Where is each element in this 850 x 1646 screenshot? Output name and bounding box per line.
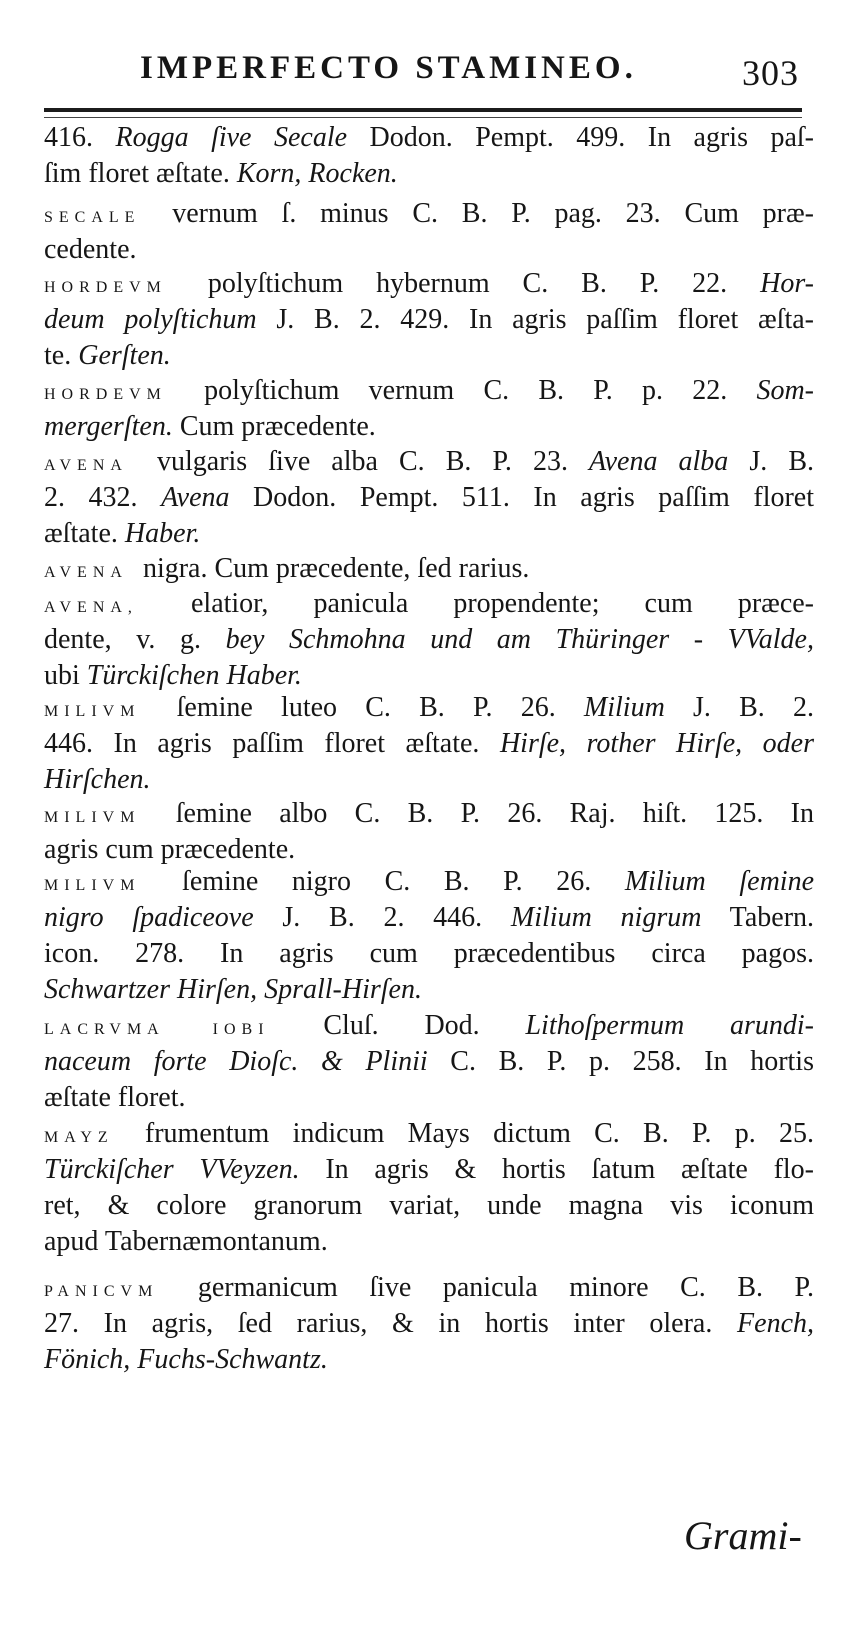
roman-text: J. B. 2. 446.: [253, 902, 511, 933]
catalog-entry: [44, 373, 814, 445]
catalog-entry: [44, 1008, 814, 1116]
roman-text: polyſtichum vernum C. B. P. p. 22.: [174, 375, 757, 406]
text-line: [44, 1342, 814, 1378]
roman-text: J. B. 2. 429. In agris paſſim floret æſta-: [256, 304, 814, 335]
italic-text: Türckiſchen Haber.: [86, 660, 302, 691]
catalog-entry: [44, 864, 814, 1008]
catalog-entry: [44, 266, 814, 374]
text-line: [44, 586, 814, 622]
text-line: [44, 120, 814, 156]
genus-name: MILIVM: [44, 877, 141, 894]
roman-text: 27. In agris, ſed rarius, & in hortis inter olera.: [44, 1308, 738, 1339]
text-line: [44, 338, 814, 374]
roman-text: nigra. Cum præcedente, ſed rarius.: [135, 553, 530, 584]
text-line: [44, 302, 814, 338]
text-line: [44, 444, 814, 480]
roman-text: ubi: [44, 660, 87, 691]
roman-text: apud Tabernæmontanum.: [44, 1226, 328, 1257]
roman-text: ret, & colore granorum variat, unde magna vis iconum: [44, 1190, 814, 1221]
text-line: [44, 1306, 814, 1342]
text-line: [44, 1188, 814, 1224]
catalog-entry: [44, 1270, 814, 1378]
text-line: [44, 762, 814, 798]
catalog-entry: [44, 120, 814, 192]
roman-text: æſtate.: [44, 518, 125, 549]
italic-text: deum polyſtichum: [44, 304, 257, 335]
italic-text: mergerſten.: [44, 411, 173, 442]
italic-text: Milium nigrum: [510, 902, 702, 933]
roman-text: dente, v. g.: [44, 624, 226, 655]
text-line: [44, 936, 814, 972]
roman-text: J. B. 2.: [664, 692, 814, 723]
genus-name: AVENA: [44, 564, 128, 581]
catchword: Grami-: [684, 1513, 802, 1558]
text-line: [44, 156, 814, 192]
roman-text: agris cum præcedente.: [44, 834, 296, 865]
genus-name: MAYZ: [44, 1129, 114, 1146]
text-line: [44, 1080, 814, 1116]
roman-text: icon. 278. In agris cum præcedentibus circa pagos.: [44, 938, 814, 969]
genus-name: PANICVM: [44, 1283, 159, 1300]
text-line: [44, 409, 814, 445]
italic-text: Lithoſpermum arundi-: [525, 1010, 814, 1041]
roman-text: vernum ſ. minus C. B. P. pag. 23. Cum præ-: [148, 198, 814, 229]
text-line: [44, 1270, 814, 1306]
italic-text: Hirſe, rother Hirſe, oder: [499, 728, 814, 759]
roman-text: Dodon. Pempt. 499. In agris paſ-: [347, 122, 814, 153]
text-line: [44, 832, 814, 868]
roman-text: te.: [44, 340, 79, 371]
italic-text: Avena: [161, 482, 230, 513]
roman-text: Dodon. Pempt. 511. In agris paſſim floret: [229, 482, 815, 513]
text-line: [44, 1116, 814, 1152]
text-line: [44, 1008, 814, 1044]
genus-name: AVENA,: [44, 599, 138, 616]
italic-text: Hor-: [760, 268, 814, 299]
header-rule: [44, 108, 802, 112]
italic-text: Milium: [583, 692, 665, 723]
text-line: [44, 373, 814, 409]
italic-text: Rogga ſive Secale: [115, 122, 348, 153]
italic-text: Avena alba: [589, 446, 729, 477]
italic-text: bey Schmohna und am Thüringer - VValde,: [225, 624, 814, 655]
italic-text: Milium ſemine: [624, 866, 814, 897]
genus-name: SECALE: [44, 209, 141, 226]
roman-text: vulgaris ſive alba C. B. P. 23.: [135, 446, 590, 477]
italic-text: Fönich, Fuchs-Schwantz.: [44, 1344, 328, 1375]
text-line: [44, 232, 814, 268]
roman-text: J. B.: [728, 446, 814, 477]
catalog-entry: [44, 796, 814, 868]
text-line: [44, 690, 814, 726]
italic-text: Korn, Rocken.: [236, 158, 398, 189]
italic-text: Hirſchen.: [44, 764, 151, 795]
roman-text: In agris & hortis ſatum æſtate flo-: [299, 1154, 814, 1185]
text-line: [44, 480, 814, 516]
text-line: [44, 622, 814, 658]
text-line: [44, 864, 814, 900]
roman-text: C. B. P. p. 258. In hortis: [427, 1046, 814, 1077]
roman-text: æſtate floret.: [44, 1082, 186, 1113]
text-line: [44, 516, 814, 552]
italic-text: Türckiſcher VVeyzen.: [44, 1154, 300, 1185]
running-title: IMPERFECTO STAMINEO.: [140, 50, 637, 86]
roman-text: ſemine luteo C. B. P. 26.: [148, 692, 584, 723]
roman-text: Cluſ. Dod.: [277, 1010, 526, 1041]
catalog-entry: [44, 551, 814, 587]
roman-text: polyſtichum hybernum C. B. P. 22.: [174, 268, 761, 299]
genus-name: HORDEVM: [44, 279, 167, 296]
roman-text: germanicum ſive panicula minore C. B. P.: [166, 1272, 814, 1303]
roman-text: Cum præcedente.: [172, 411, 376, 442]
catalog-entry: [44, 690, 814, 798]
roman-text: cedente.: [44, 234, 137, 265]
text-line: [44, 1152, 814, 1188]
catalog-entry: [44, 586, 814, 694]
genus-name: LACRVMA IOBI: [44, 1021, 270, 1038]
text-line: [44, 900, 814, 936]
roman-text: 416.: [44, 122, 116, 153]
italic-text: nigro ſpadiceove: [44, 902, 254, 933]
catalog-entry: [44, 444, 814, 552]
text-line: [44, 796, 814, 832]
roman-text: ſemine albo C. B. P. 26. Raj. hiſt. 125. In: [148, 798, 814, 829]
genus-name: MILIVM: [44, 703, 141, 720]
text-line: [44, 1224, 814, 1260]
roman-text: Tabern.: [701, 902, 815, 933]
roman-text: frumentum indicum Mays dictum C. B. P. p. 25.: [121, 1118, 814, 1149]
genus-name: HORDEVM: [44, 386, 167, 403]
catalog-entry: [44, 196, 814, 268]
text-line: [44, 1044, 814, 1080]
catalog-entry: [44, 1116, 814, 1260]
roman-text: ſemine nigro C. B. P. 26.: [148, 866, 625, 897]
roman-text: 446. In agris paſſim floret æſtate.: [44, 728, 500, 759]
text-line: [44, 266, 814, 302]
text-line: [44, 972, 814, 1008]
genus-name: MILIVM: [44, 809, 141, 826]
text-line: [44, 726, 814, 762]
text-line: [44, 196, 814, 232]
page-number: 303: [742, 53, 799, 93]
text-line: [44, 658, 814, 694]
italic-text: Fench,: [737, 1308, 814, 1339]
genus-name: AVENA: [44, 457, 128, 474]
italic-text: naceum forte Dioſc. & Plinii: [44, 1046, 428, 1077]
italic-text: Som-: [756, 375, 814, 406]
roman-text: ſim floret æſtate.: [44, 158, 237, 189]
italic-text: Schwartzer Hirſen, Sprall-Hirſen.: [44, 974, 422, 1005]
italic-text: Gerſten.: [78, 340, 171, 371]
roman-text: 2. 432.: [44, 482, 162, 513]
roman-text: elatior, panicula propendente; cum præce-: [145, 588, 814, 619]
italic-text: Haber.: [124, 518, 201, 549]
text-line: [44, 551, 814, 587]
